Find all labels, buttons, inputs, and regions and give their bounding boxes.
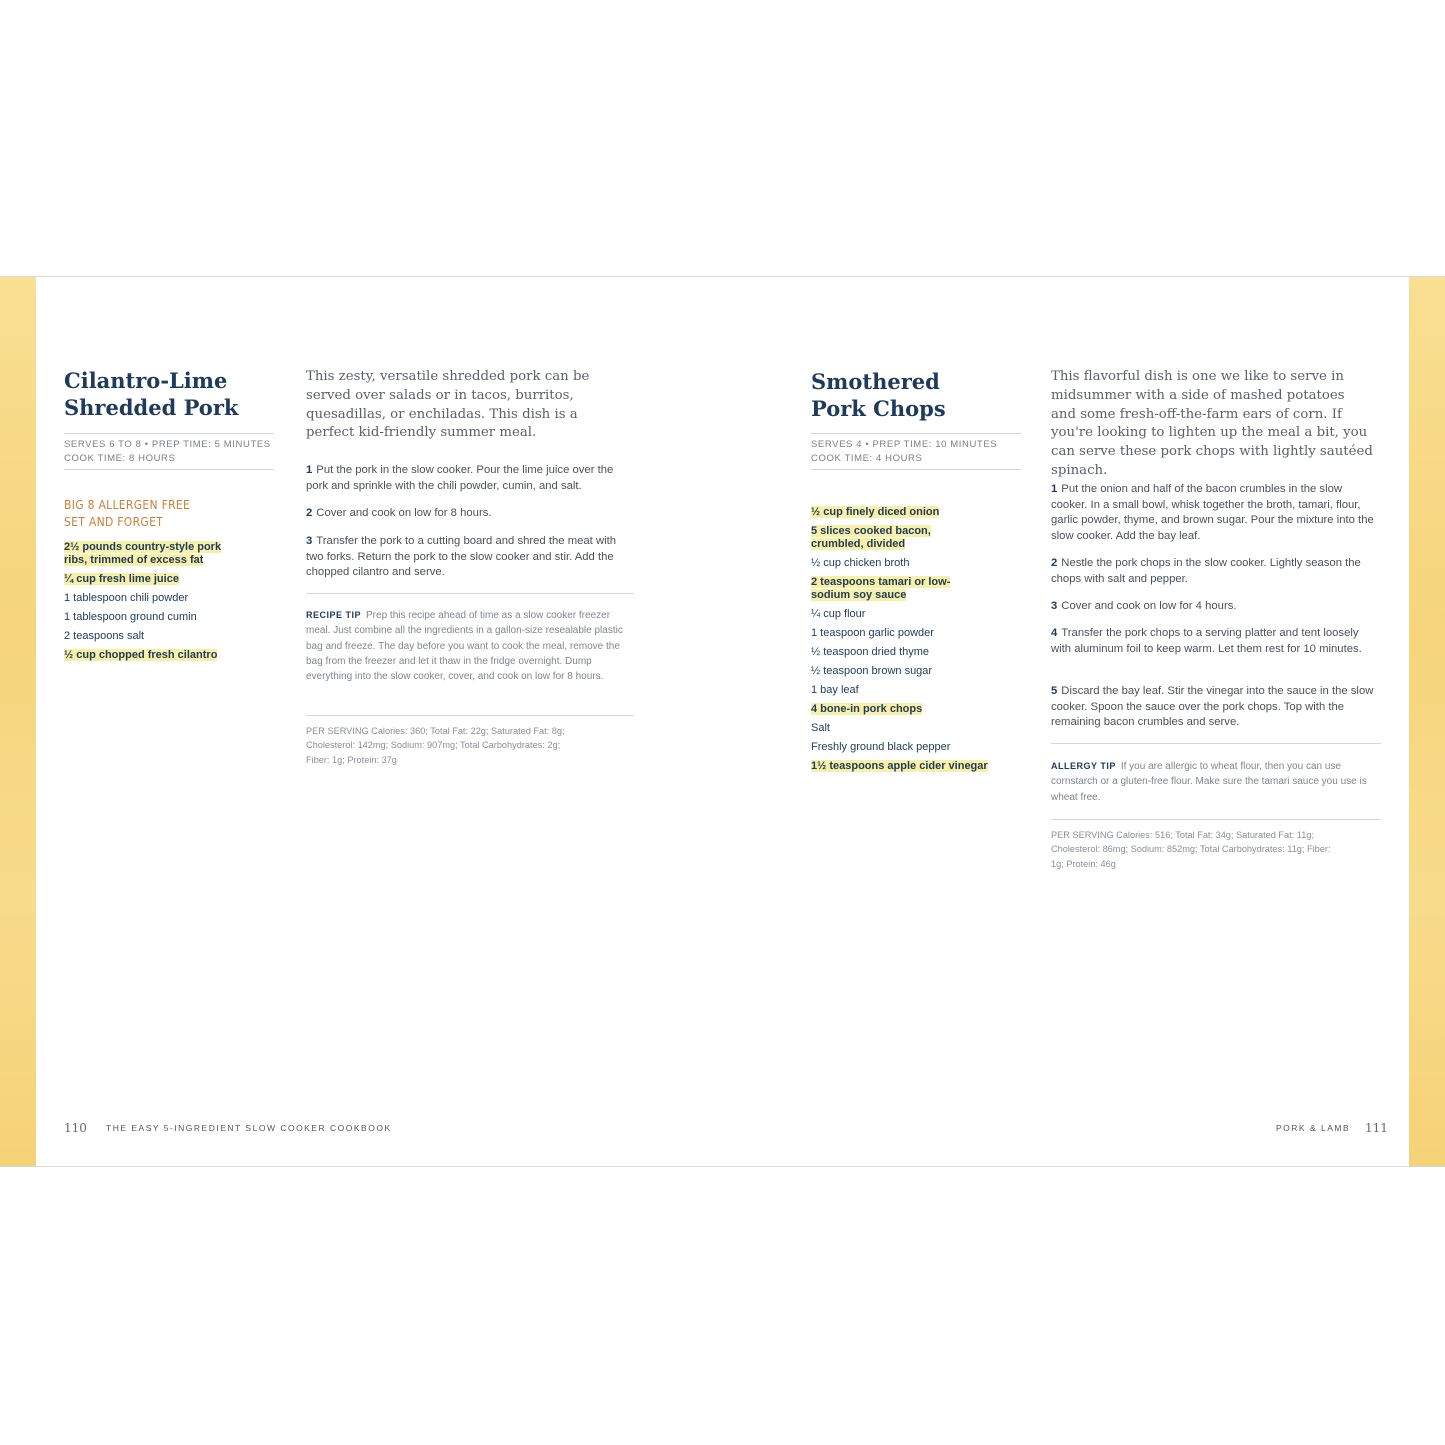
left-page-number: 110 [64,1121,87,1135]
right-ingredient-list [811,506,1031,779]
ingredient-text: ¼ cup fresh lime juice [64,573,179,585]
left-title-line-1: Cilantro-Lime [64,368,228,393]
ingredient-text: 4 bone-in pork chops [811,703,923,715]
left-running-head: THE EASY 5-INGREDIENT SLOW COOKER COOKBOOK [106,1123,392,1133]
ingredient-text: 2 teaspoons tamari or low- [811,576,951,588]
label-allergen-free: BIG 8 ALLERGEN FREE [64,498,191,512]
allergy-tip-label: ALLERGY TIP [1051,761,1116,771]
label-set-and-forget: SET AND FORGET [64,515,164,529]
ingredient-item [811,665,1031,678]
left-title-line-2: Shredded Pork [64,395,239,420]
ingredient-item [811,684,1031,697]
recipe-step [306,534,632,581]
recipe-step [306,463,632,494]
ingredient-item [811,576,1031,602]
ingredient-text: ¼ cup flour [811,608,866,620]
ingredient-item [811,608,1031,621]
ingredient-text: 1 tablespoon chili powder [64,592,189,604]
right-page-edge [1409,277,1445,1166]
right-meta-line-1: SERVES 4 • PREP TIME: 10 MINUTES [811,439,998,450]
step-text: Cover and cook on low for 4 hours. [1061,600,1237,612]
right-meta-line-2: COOK TIME: 4 HOURS [811,453,923,464]
right-recipe-meta [811,433,1021,470]
step-number: 4 [1051,627,1058,639]
ingredient-item [811,741,1031,754]
right-page-number: 111 [1365,1121,1388,1135]
left-ingredient-list [64,541,274,668]
step-number: 5 [1051,685,1058,697]
step-text: Put the pork in the slow cooker. Pour the lime juice over the pork and sprinkle with the chili powder, cumin, and salt. [306,464,614,492]
recipe-tip-label: RECIPE TIP [306,610,362,620]
ingredient-text: 2½ pounds country-style pork [64,541,222,553]
step-text: Transfer the pork chops to a serving platter and tent loosely with aluminum foil to keep warm. Let them rest for 10 minutes. [1051,627,1362,655]
ingredient-text: ribs, trimmed of excess fat [64,554,204,566]
step-text: Cover and cook on low for 8 hours. [316,507,492,519]
ingredient-text: 2 teaspoons salt [64,630,145,642]
step-text: Nestle the pork chops in the slow cooker. Lightly season the chops with salt and pepper. [1051,557,1361,585]
right-nutrition-divider [1051,819,1381,820]
left-page-edge [0,277,36,1166]
right-allergy-tip [1051,759,1373,805]
ingredient-text: Salt [811,722,830,734]
recipe-step [1051,599,1379,615]
left-recipe-title [64,367,238,421]
recipe-tip-text: Prep this recipe ahead of time as a slow cooker freezer meal. Just combine all the ingredients in a gallon-size resealable plastic bag and freeze. The day before you want to cook the meal, remove the bag from the freezer and let it thaw in the fridge overnight. Dump everything into the slow cooker, cover, and cook on low for 8 hours. [306,610,623,683]
ingredient-item [811,525,1031,551]
step-number: 1 [1051,483,1058,495]
recipe-step [1051,556,1379,587]
ingredient-text: Freshly ground black pepper [811,741,951,753]
ingredient-text: sodium soy sauce [811,589,907,601]
step-number: 3 [1051,600,1058,612]
left-tip-divider [306,593,634,594]
ingredient-item [64,541,274,567]
recipe-step [1051,684,1379,731]
left-meta-line-1: SERVES 6 TO 8 • PREP TIME: 5 MINUTES [64,439,271,450]
ingredient-item [64,573,274,586]
ingredient-item [811,646,1031,659]
left-nutrition-info: PER SERVING Calories: 360; Total Fat: 22g; Saturated Fat: 8g; Cholesterol: 142mg; Sodium: 907mg; Total Carbohydrates: 2g; Fiber: 1g; Protein: 37g [306,726,565,765]
recipe-step [306,506,632,522]
ingredient-text: 5 slices cooked bacon, [811,525,931,537]
recipe-step [1051,482,1379,544]
ingredient-text: crumbled, divided [811,538,906,550]
ingredient-text: ½ cup chopped fresh cilantro [64,649,218,661]
right-tip-divider [1051,743,1381,744]
step-number: 1 [306,464,313,476]
ingredient-item [811,760,1031,773]
step-number: 2 [306,507,313,519]
step-text: Transfer the pork to a cutting board and shred the meat with two forks. Return the pork to the slow cooker and stir. Add the chopped cilantro and serve. [306,535,617,578]
ingredient-text: 1½ teaspoons apple cider vinegar [811,760,988,772]
ingredient-text: ½ cup finely diced onion [811,506,940,518]
ingredient-item [811,627,1031,640]
ingredient-item [811,506,1031,519]
ingredient-item [64,630,274,643]
ingredient-item [64,592,274,605]
left-recipe-intro: This zesty, versatile shredded pork can be served over salads or in tacos, burritos, quesadillas, or enchiladas. This dish is a perfect kid-friendly summer meal. [306,369,590,441]
recipe-step [1051,626,1379,657]
right-recipe-title [811,368,946,422]
left-recipe-tip [306,608,628,684]
right-nutrition-info: PER SERVING Calories: 516; Total Fat: 34g; Saturated Fat: 11g; Cholesterol: 86mg; Sodium: 852mg; Total Carbohydrates: 11g; Fiber: 1g; Protein: 46g [1051,830,1331,869]
ingredient-item [811,722,1031,735]
right-title-line-2: Pork Chops [811,396,946,421]
left-recipe-meta [64,433,274,470]
right-recipe-intro: This flavorful dish is one we like to serve in midsummer with a side of mashed potatoes and some fresh-off-the-farm ears of corn. If you're looking to lighten up the meal a bit, you can serve these pork chops with lightly sautéed spinach. [1051,369,1373,478]
ingredient-item [64,649,274,662]
right-title-line-1: Smothered [811,369,940,394]
ingredient-text: 1 tablespoon ground cumin [64,611,197,623]
left-recipe-labels [64,497,190,531]
step-text: Discard the bay leaf. Stir the vinegar into the sauce in the slow cooker. Spoon the sauce over the pork chops. Top with the remaining bacon crumbles and serve. [1051,685,1374,728]
ingredient-item [811,557,1031,570]
ingredient-text: 1 teaspoon garlic powder [811,627,934,639]
left-meta-line-2: COOK TIME: 8 HOURS [64,453,176,464]
ingredient-text: ½ cup chicken broth [811,557,910,569]
ingredient-text: 1 bay leaf [811,684,859,696]
allergy-tip-text: If you are allergic to wheat flour, then you can use cornstarch or a gluten-free flour. Make sure the tamari sauce you use is wheat free. [1051,761,1367,803]
ingredient-item [811,703,1031,716]
ingredient-text: ½ teaspoon brown sugar [811,665,933,677]
step-number: 3 [306,535,313,547]
left-nutrition-divider [306,715,634,716]
step-text: Put the onion and half of the bacon crumbles in the slow cooker. In a small bowl, whisk together the broth, tamari, flour, garlic powder, thyme, and brown sugar. Pour the mixture into the slow cooker. Add the bay leaf. [1051,483,1374,542]
ingredient-item [64,611,274,624]
right-running-head: PORK & LAMB [1276,1123,1351,1133]
step-number: 2 [1051,557,1058,569]
ingredient-text: ½ teaspoon dried thyme [811,646,930,658]
